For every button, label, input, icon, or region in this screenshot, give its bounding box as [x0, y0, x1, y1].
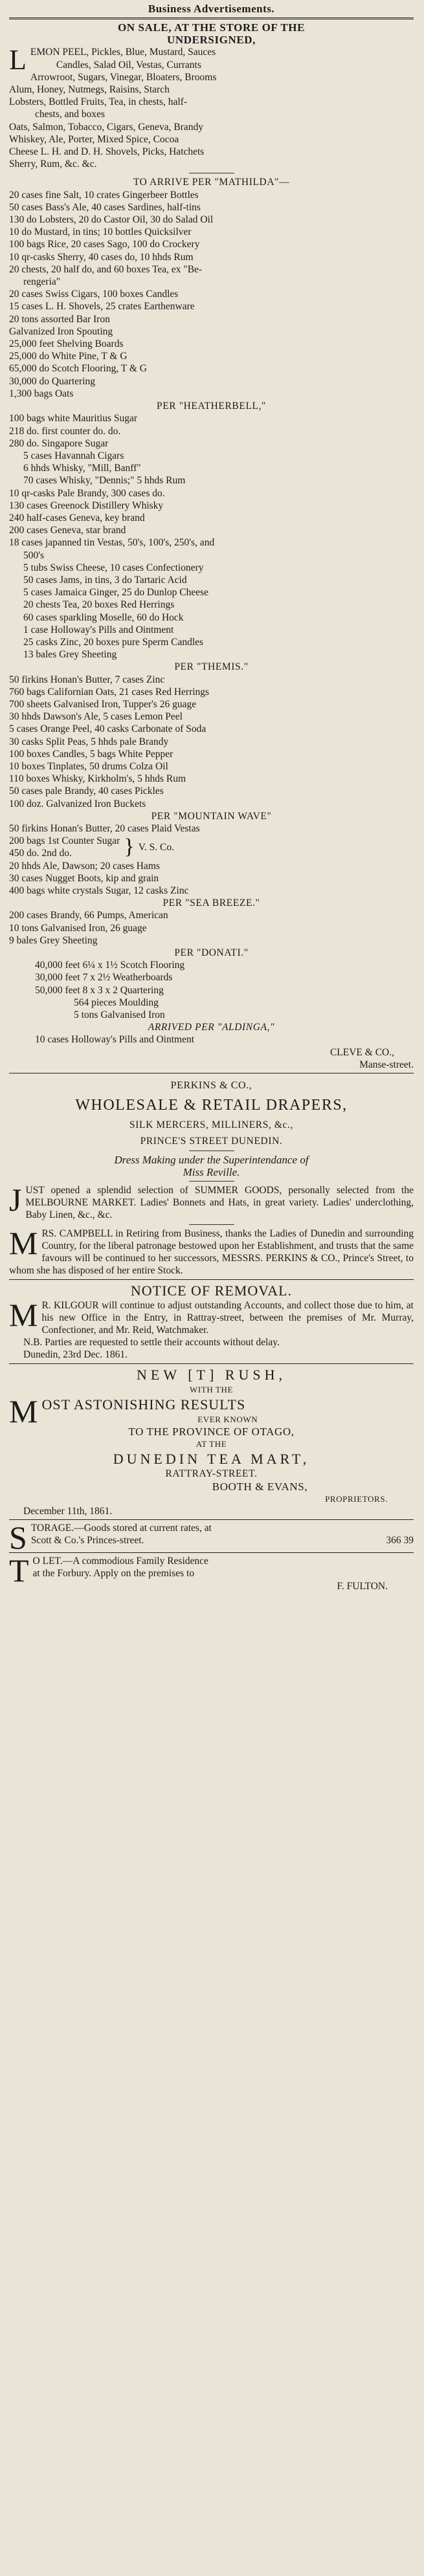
list-item: 70 cases Whisky, "Dennis;" 5 hhds Rum: [23, 475, 186, 487]
ad4-line-4: EVER KNOWN: [197, 1414, 258, 1424]
themis-heading: PER "THEMIS.": [174, 661, 249, 673]
list-item: 1,300 bags Oats: [9, 388, 74, 399]
ad4-proprietors: PROPRIETORS.: [325, 1493, 388, 1504]
list-item: 10 do Mustard, in tins; 10 bottles Quicksilver: [9, 226, 192, 238]
list-item: 240 half-cases Geneva, key brand: [9, 512, 145, 523]
list-item: 200 cases Geneva, star brand: [9, 525, 126, 536]
list-item: 280 do. Singapore Sugar: [9, 437, 109, 449]
list-item: 5 cases Jamaica Ginger, 25 do Dunlop Cheese: [23, 587, 209, 599]
list-item: 50 firkins Honan's Butter, 7 cases Zinc: [9, 674, 165, 685]
list-item: 9 bales Grey Sheeting: [9, 934, 98, 946]
ad4-drop-cap: M: [9, 1393, 38, 1429]
list-item: 20 cases fine Salt, 10 crates Gingerbeer Bottles: [9, 189, 199, 201]
list-item: Alum, Honey, Nutmegs, Raisins, Starch: [9, 84, 170, 96]
divider: [9, 1363, 414, 1364]
divider: [189, 1181, 234, 1182]
list-item: 20 chests, 20 half do, and 60 boxes Tea, ex "Be-: [9, 263, 203, 275]
list-item: 50 cases pale Brandy, 40 cases Pickles: [9, 786, 164, 797]
ad2-paragraph-1: JUST opened a splendid selection of SUMMER GOODS, personally selected from the MELBOURNE MARKET. Ladies' Bonnets and Hats, in great variety. Ladies' underclothing, Baby Linen, &c., &c.: [9, 1182, 414, 1221]
heatherbell-list: [9, 412, 414, 661]
list-item: 30,000 feet 7 x 2½ Weatherboards: [35, 972, 173, 984]
list-item: 25 casks Zinc, 20 boxes pure Sperm Candles: [23, 636, 204, 648]
list-item: Lobsters, Bottled Fruits, Tea, in chests, half-: [9, 96, 188, 108]
list-item: Oats, Salmon, Tobacco, Cigars, Geneva, Brandy: [9, 121, 203, 133]
brace-glyph: }: [124, 835, 135, 859]
ad3-date: Dunedin, 23rd Dec. 1861.: [23, 1349, 128, 1361]
mathilda-heading: TO ARRIVE PER "MATHILDA"—: [133, 177, 290, 188]
ad5-text-1: TORAGE.—Goods stored at current rates, at: [30, 1523, 212, 1534]
ad1-heading-2: UNDERSIGNED,: [166, 34, 256, 47]
list-item: 200 bags 1st Counter Sugar: [9, 835, 120, 847]
ad4-line-7: DUNEDIN TEA MART,: [113, 1451, 310, 1468]
list-item: 20 chests Tea, 20 boxes Red Herrings: [23, 599, 175, 611]
list-item: 20 cases Swiss Cigars, 100 boxes Candles: [9, 289, 179, 300]
ad2-drop-cap-j: J: [9, 1182, 22, 1218]
list-item: 50 cases Bass's Ale, 40 cases Sardines, half-tins: [9, 201, 201, 213]
storage-advertisement: [9, 1519, 414, 1556]
ad4-date: December 11th, 1861.: [23, 1505, 113, 1517]
ad4-headline: [9, 1393, 414, 1429]
list-item: 13 bales Grey Sheeting: [23, 649, 117, 661]
list-item: 450 do. 2nd do.: [9, 848, 72, 859]
list-item: 30 casks Split Peas, 5 hhds pale Brandy: [9, 736, 169, 747]
ad4-line-3: OST ASTONISHING RESULTS: [41, 1396, 246, 1413]
breeze-heading: PER "SEA BREEZE.": [162, 897, 260, 909]
header-rule: [9, 17, 414, 19]
ad5-drop-cap: S: [9, 1519, 27, 1556]
divider: [189, 1224, 234, 1225]
ad3-drop-cap: M: [9, 1296, 38, 1333]
brace-label: V. S. Co.: [138, 841, 174, 853]
ad6-text-1: O LET.—A commodious Family Residence: [32, 1556, 208, 1567]
list-item: 30 hhds Dawson's Ale, 5 cases Lemon Peel: [9, 711, 183, 723]
mountain-brace-group: [9, 835, 414, 859]
ad1-address: Manse-street.: [359, 1059, 414, 1070]
divider: [9, 1519, 414, 1520]
breeze-list: [9, 909, 414, 947]
ad6-drop-cap: T: [9, 1552, 29, 1589]
list-item: 130 cases Greenock Distillery Whisky: [9, 500, 164, 511]
list-item: 50 cases Jams, in tins, 3 do Tartaric Acid: [23, 574, 187, 586]
list-item: 5 tubs Swiss Cheese, 10 cases Confectionery: [23, 562, 204, 573]
list-item: 20 tons assorted Bar Iron: [9, 313, 110, 325]
list-item: 50 firkins Honan's Butter, 20 cases Plaid Vestas: [9, 823, 200, 834]
ad4-line-6: AT THE: [195, 1439, 227, 1449]
ad2-drop-cap-m: M: [9, 1224, 38, 1261]
heatherbell-heading: PER "HEATHERBELL,": [157, 401, 266, 412]
list-item: 25,000 do White Pine, T & G: [9, 351, 128, 362]
list-item: chests, and boxes: [35, 109, 106, 120]
list-item: Whiskey, Ale, Porter, Mixed Spice, Cocoa: [9, 133, 179, 145]
ad5-text-2: Scott & Co.'s Princes-street.: [30, 1535, 144, 1547]
ad2-title: WHOLESALE & RETAIL DRAPERS,: [75, 1097, 348, 1114]
list-item: 10 boxes Tinplates, 50 drums Colza Oil: [9, 760, 168, 772]
ad2-firm: PERKINS & CO.,: [170, 1080, 252, 1092]
ad4-firm: BOOTH & EVANS,: [212, 1480, 308, 1493]
divider: [9, 1279, 414, 1280]
ad3-text: M R. KILGOUR will continue to adjust outstanding Accounts, and collect those due to him, at his new Office in the Entry, in Rattray-street, between the premises of Mr. Murray, Confectioner, and Mr. Reid, Watchmaker.: [9, 1296, 414, 1336]
ad2-subtitle: SILK MERCERS, MILLINERS, &c.,: [129, 1119, 293, 1131]
list-item: 200 cases Brandy, 66 Pumps, American: [9, 910, 168, 921]
ad1-intro-list: [9, 46, 414, 170]
list-item: 1 case Holloway's Pills and Ointment: [23, 624, 174, 635]
list-item: Arrowroot, Sugars, Vinegar, Bloaters, Brooms: [30, 71, 217, 83]
mathilda-list: [9, 189, 414, 400]
list-item: 10 qr-casks Pale Brandy, 300 cases do.: [9, 487, 165, 499]
list-item: Galvanized Iron Spouting: [9, 325, 113, 337]
list-item: 10 qr-casks Sherry, 40 cases do, 10 hhds Rum: [9, 251, 194, 263]
divider: [189, 1150, 234, 1151]
list-item: 5 cases Orange Peel, 40 casks Carbonate of Soda: [9, 723, 206, 735]
list-item: 100 bags white Mauritius Sugar: [9, 413, 138, 424]
themis-list: [9, 674, 414, 810]
list-item: 30,000 do Quartering: [9, 375, 96, 387]
list-item: rengeria": [23, 276, 61, 288]
list-item: Cheese L. H. and D. H. Shovels, Picks, Hatchets: [9, 146, 205, 158]
ad6-text-2: at the Forbury. Apply on the premises to: [32, 1568, 195, 1580]
donati-list: [9, 959, 414, 1021]
ad3-nb: N.B. Parties are requested to settle their accounts without delay.: [23, 1337, 280, 1349]
ad2-italic-1: Dress Making under the Superintendance of: [114, 1153, 309, 1166]
list-item: 5 cases Havannah Cigars: [23, 450, 124, 461]
list-item: 65,000 do Scotch Flooring, T & G: [9, 363, 147, 375]
ad4-line-8: RATTRAY-STREET.: [165, 1468, 258, 1480]
list-item: 15 cases L. H. Shovels, 25 crates Earthenware: [9, 301, 195, 313]
list-item: 400 bags white crystals Sugar, 12 casks Zinc: [9, 885, 189, 897]
list-item: EMON PEEL, Pickles, Blue, Mustard, Sauces: [30, 47, 216, 58]
ad3-title: NOTICE OF REMOVAL.: [130, 1282, 293, 1299]
ad2-paragraph-2: MRS. CAMPBELL in Retiring from Business, thanks the Ladies of Dunedin and surrounding Country, for the liberal patronage bestowed upon her Establishment, and trusts that the same favours will be continued to her successors, MESSRS. PERKINS & CO., Prince's Street, to whom she has disposed of her entire Stock.: [9, 1224, 414, 1277]
list-item: 20 hhds Ale, Dawson; 20 cases Hams: [9, 860, 160, 872]
list-item: 30 cases Nugget Boots, kip and grain: [9, 872, 159, 884]
ad4-line-5: TO THE PROVINCE OF OTAGO,: [128, 1425, 295, 1438]
removal-notice: [9, 1282, 414, 1361]
mountain-list: [9, 860, 414, 897]
list-item: 100 boxes Candles, 5 bags White Pepper: [9, 748, 173, 760]
list-item: Sherry, Rum, &c. &c.: [9, 159, 97, 170]
ad5-ref: 366 39: [386, 1535, 414, 1547]
mountain-heading: PER "MOUNTAIN WAVE": [151, 810, 272, 822]
ad2-italic-2: Miss Reville.: [183, 1165, 240, 1178]
list-item: 130 do Lobsters, 20 do Castor Oil, 30 do Salad Oil: [9, 214, 214, 226]
list-item: 10 cases Holloway's Pills and Ointment: [35, 1034, 195, 1046]
divider: [9, 1552, 414, 1553]
donati-heading: PER "DONATI.": [174, 947, 249, 959]
list-item: 5 tons Galvanised Iron: [74, 1009, 165, 1021]
ad1-signature: CLEVE & CO.,: [329, 1046, 394, 1058]
list-item: 6 hhds Whisky, "Mill, Banff": [23, 463, 141, 474]
list-item: 50,000 feet 8 x 3 x 2 Quartering: [35, 984, 164, 996]
ad6-signature: F. FULTON.: [337, 1580, 388, 1592]
list-item: 700 sheets Galvanised Iron, Tupper's 26 guage: [9, 698, 197, 710]
ad2-street: PRINCE'S STREET DUNEDIN.: [140, 1136, 283, 1147]
perkins-advertisement: [9, 1079, 414, 1277]
list-item: 25,000 feet Shelving Boards: [9, 338, 124, 350]
aldinga-heading: ARRIVED PER "ALDINGA,": [148, 1022, 275, 1033]
list-item: 60 cases sparkling Moselle, 60 do Hock: [23, 611, 184, 623]
ad4-line-1: NEW [T] RUSH,: [137, 1366, 286, 1383]
list-item: 500's: [23, 549, 45, 561]
list-item: 218 do. first counter do. do.: [9, 425, 121, 437]
list-item: 760 bags Californian Oats, 21 cases Red Herrings: [9, 686, 210, 698]
list-item: 110 boxes Whisky, Kirkholm's, 5 hhds Rum: [9, 773, 186, 785]
to-let-advertisement: [9, 1552, 414, 1592]
list-item: 10 tons Galvanised Iron, 26 guage: [9, 922, 147, 934]
list-item: Candles, Salad Oil, Vestas, Currants: [56, 59, 201, 71]
list-item: 18 cases japanned tin Vestas, 50's, 100's, 250's, and: [9, 537, 215, 549]
ad1-heading: ON SALE, AT THE STORE OF THE: [117, 21, 306, 34]
list-item: 100 doz. Galvanized Iron Buckets: [9, 798, 146, 809]
ad1-drop-cap: L: [9, 44, 27, 76]
list-item: 100 bags Rice, 20 cases Sago, 100 do Crockery: [9, 239, 200, 250]
list-item: 40,000 feet 6¼ x 1½ Scotch Flooring: [35, 960, 185, 971]
page-header: Business Advertisements.: [148, 3, 275, 15]
cleve-advertisement: [9, 21, 414, 1071]
list-item: 564 pieces Moulding: [74, 996, 159, 1008]
tea-mart-advertisement: [9, 1366, 414, 1518]
ad4-line-2: WITH THE: [189, 1384, 233, 1394]
